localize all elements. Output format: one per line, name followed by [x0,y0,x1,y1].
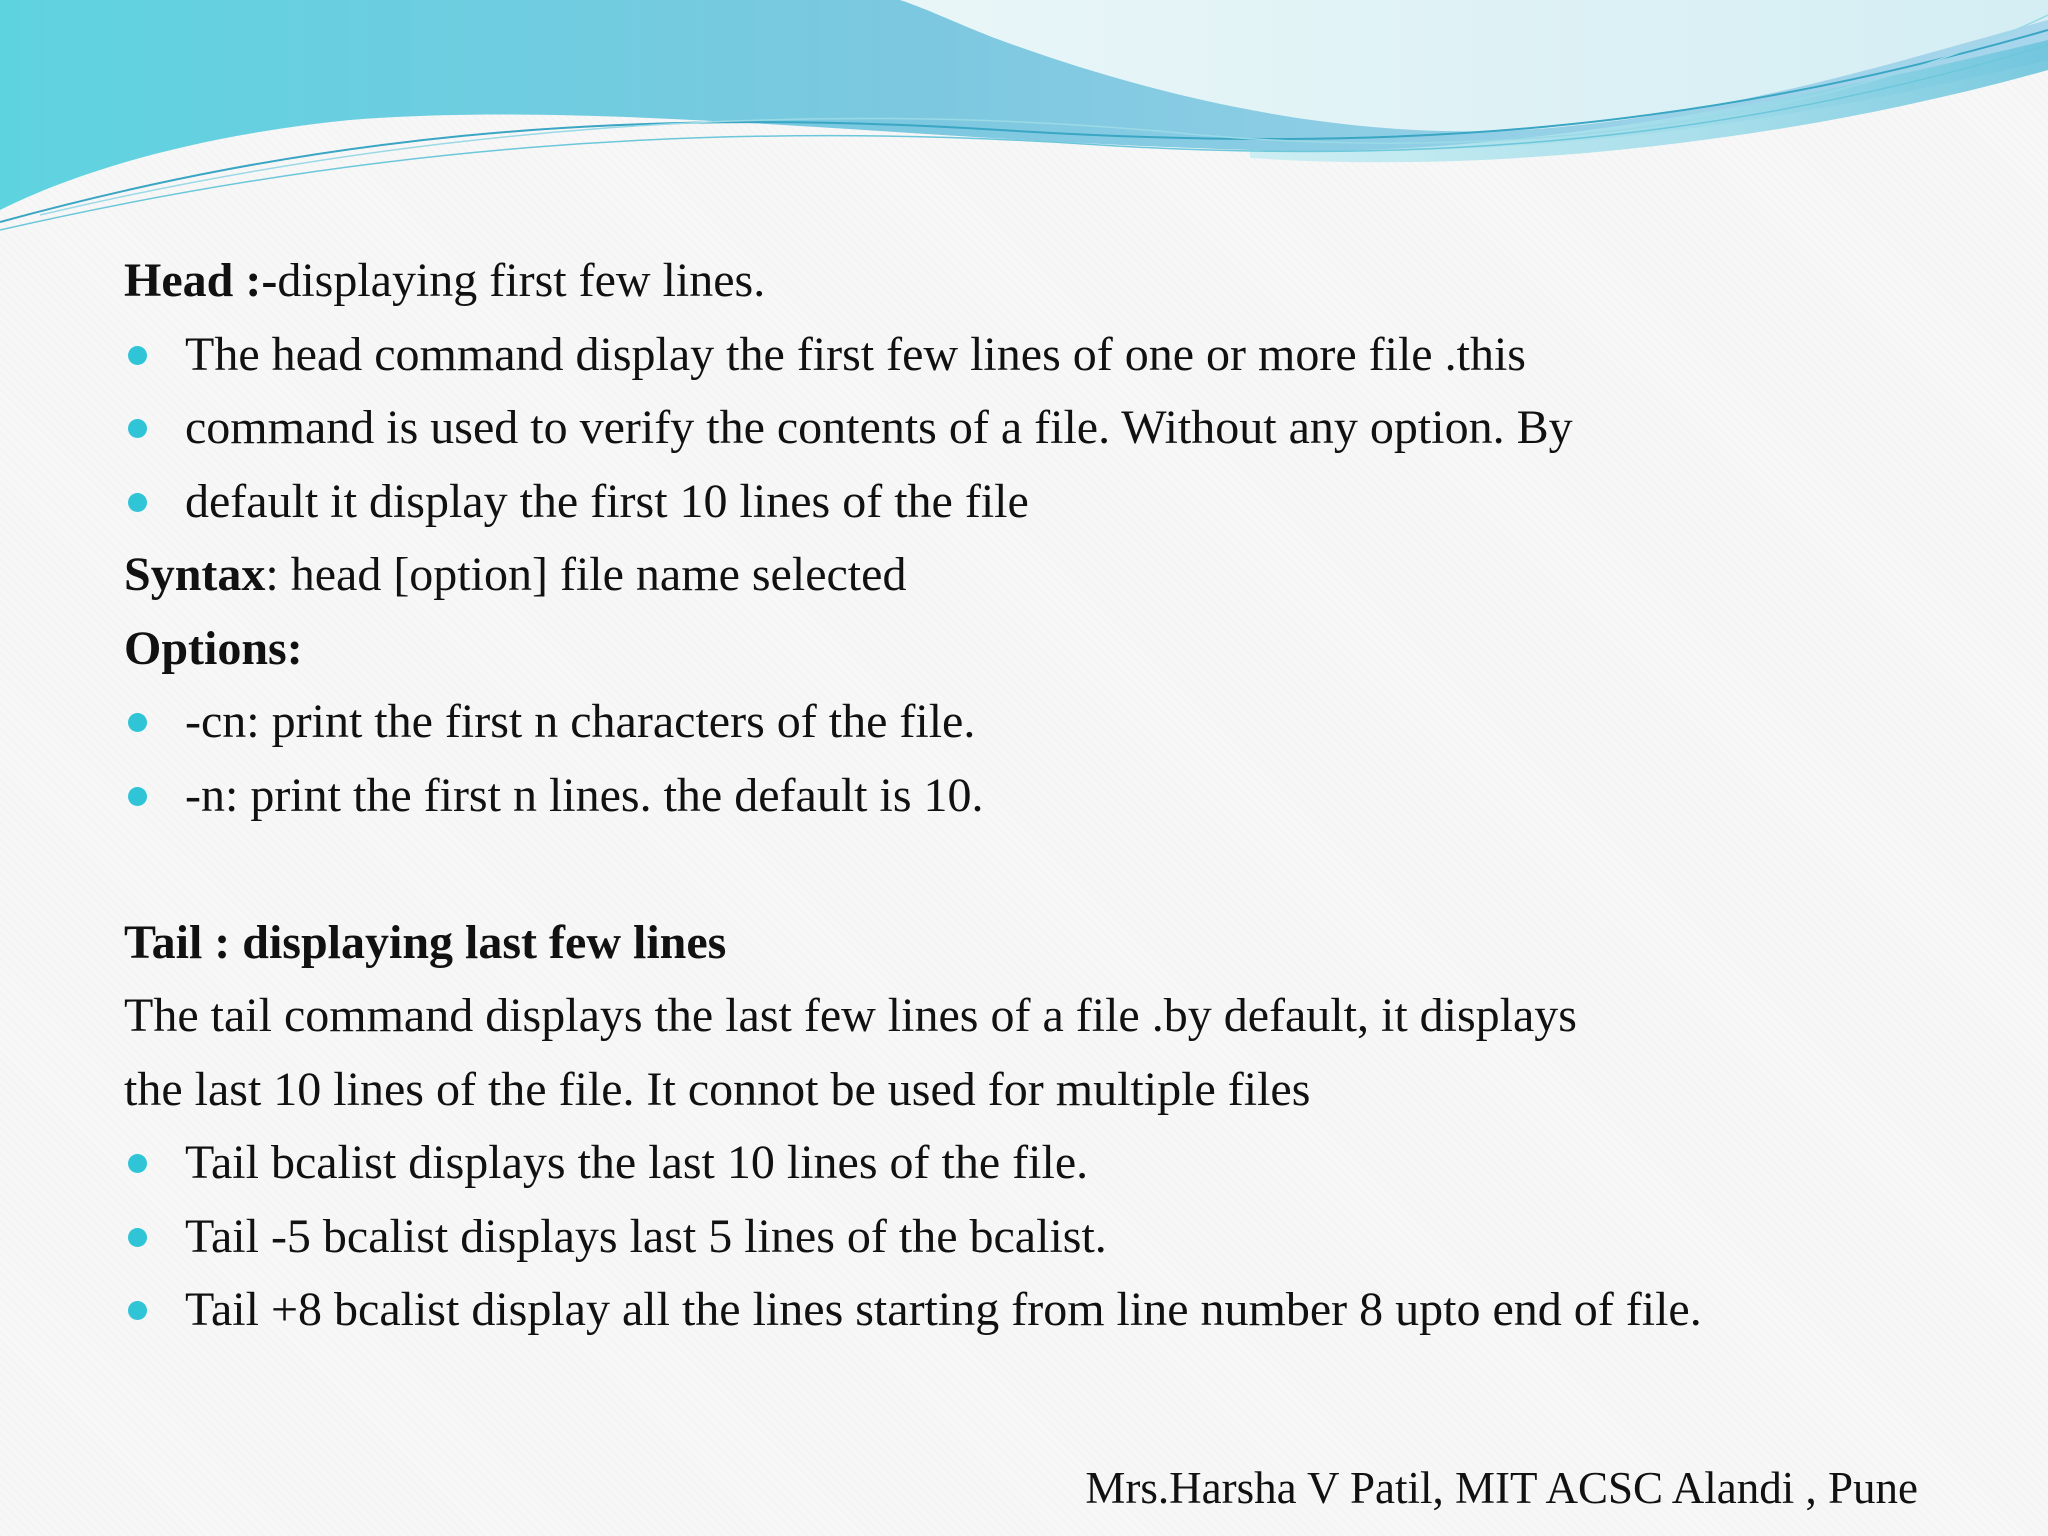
spacer [124,832,1984,906]
tail-bullet-3 [124,1273,1984,1347]
tail-bullet-1 [124,1126,1984,1200]
bullet-dot [128,713,147,732]
bullet-dot [128,1228,147,1247]
option-item-1 [124,685,1984,759]
bullet-dot [128,493,147,512]
head-bullet-3 [124,465,1984,539]
bullet-dot [128,1154,147,1173]
head-heading [124,244,1984,318]
bullet-dot [128,1301,147,1320]
tail-bullet-2 [124,1200,1984,1274]
option-text: -n: print the first n lines. the default is 10. [185,768,984,822]
bullet-dot [128,346,147,365]
head-bullet-text: The head command display the first few lines of one or more file .this [185,327,1526,381]
syntax-line [124,538,1984,612]
bullet-dot [128,787,147,806]
head-bullet-1 [124,318,1984,392]
header-wave-decoration [0,0,2048,240]
option-item-2 [124,759,1984,833]
tail-paragraph-line-2: the last 10 lines of the file. It connot be used for multiple files [124,1062,1311,1116]
syntax-label: Syntax [124,548,266,601]
tail-bullet-text: Tail -5 bcalist displays last 5 lines of the bcalist. [185,1209,1107,1263]
head-bullet-text: command is used to verify the contents of a file. Without any option. By [185,401,1573,454]
head-heading-bold: Head :- [124,254,278,307]
syntax-text: : head [option] file name selected [265,548,907,601]
slide-body [124,244,1984,1347]
option-text: -cn: print the first n characters of the file. [185,695,976,748]
head-heading-rest: displaying first few lines. [277,254,766,307]
tail-paragraph-line-1: The tail command displays the last few lines of a file .by default, it displays [124,989,1577,1042]
bullet-dot [128,419,147,438]
head-bullet-text: default it display the first 10 lines of the file [185,474,1029,528]
head-bullet-2 [124,391,1984,465]
options-label: Options: [124,621,303,675]
tail-bullet-text: Tail +8 bcalist display all the lines starting from line number 8 upto end of file. [185,1283,1702,1336]
options-heading [124,612,1984,686]
footer-author: Mrs.Harsha V Patil, MIT ACSC Alandi , Pune [1085,1463,1918,1513]
tail-bullet-text: Tail bcalist displays the last 10 lines of the file. [185,1136,1089,1189]
tail-heading [124,906,1984,980]
tail-heading-text: Tail : displaying last few lines [124,915,727,969]
